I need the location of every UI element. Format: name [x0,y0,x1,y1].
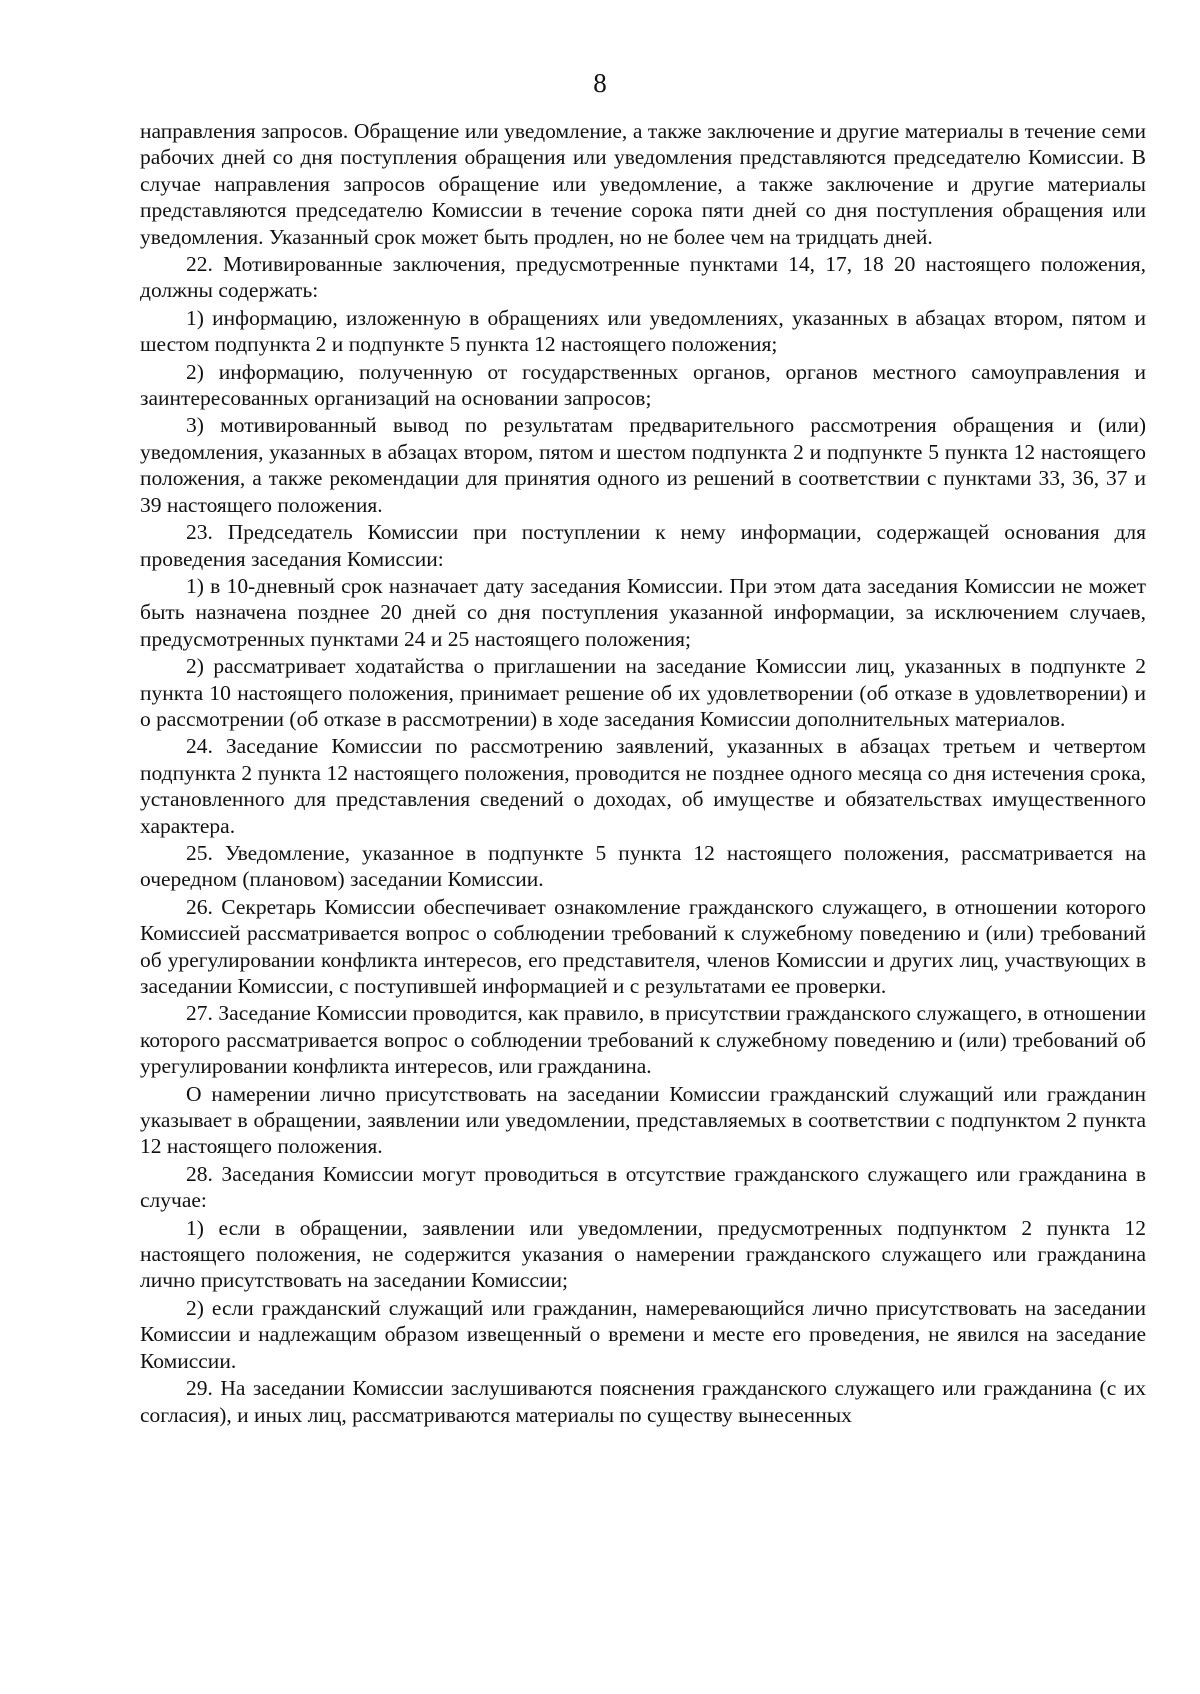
paragraph-22-item-3: 3) мотивированный вывод по результатам предварительного рассмотрения обращения и (или) уведомления, указанных в абзацах втором, пятом и шестом подпункта 2 и подпункте 5 пункта 12 настоящего положения, а также рекомендации для принятия одного из решений в соответствии с пунктами 33, 36, 37 и 39 настоящего положения. [140,413,1146,517]
paragraph-26: 26. Секретарь Комиссии обеспечивает ознакомление гражданского служащего, в отношении которого Комиссией рассматривается вопрос о соблюдении требований к служебному поведению и (или) требований об урегулировании конфликта интересов, его представителя, членов Комиссии и других лиц, участвующих в заседании Комиссии, с поступившей информацией и с результатами ее проверки. [140,894,1146,998]
paragraph-28: 28. Заседания Комиссии могут проводиться в отсутствие гражданского служащего или гражданина в случае: [140,1161,1146,1213]
paragraph-27-intent-note: О намерении лично присутствовать на заседании Комиссии гражданский служащий или гражданин указывает в обращении, заявлении или уведомлении, представляемых в соответствии с подпунктом 2 пункта 12 настоящего положения. [140,1081,1146,1159]
paragraph-22: 22. Мотивированные заключения, предусмотренные пунктами 14, 17, 18 20 настоящего положения, должны содержать: [140,252,1146,303]
paragraph-21-continuation: направления запросов. Обращение или уведомление, а также заключение и другие материалы в течение семи рабочих дней со дня поступления обращения или уведомления представляются председателю Комиссии. В случае направления запросов обращение или уведомление, а также заключение и другие материалы представляются председателю Комиссии в течение сорока пяти дней со дня поступления обращения или уведомления. Указанный срок может быть продлен, но не более чем на тридцать дней. [140,119,1146,249]
paragraph-22-item-2: 2) информацию, полученную от государственных органов, органов местного самоуправления и заинтересованных организаций на основании запросов; [140,359,1146,411]
paragraph-25: 25. Уведомление, указанное в подпункте 5 пункта 12 настоящего положения, рассматривается на очередном (плановом) заседании Комиссии. [140,840,1146,892]
paragraph-22-item-1: 1) информацию, изложенную в обращениях или уведомлениях, указанных в абзацах втором, пятом и шестом подпункта 2 и подпункте 5 пункта 12 настоящего положения; [140,305,1146,357]
document-body [140,118,1146,1429]
paragraph-24: 24. Заседание Комиссии по рассмотрению заявлений, указанных в абзацах третьем и четвертом подпункта 2 пункта 12 настоящего положения, проводится не позднее одного месяца со дня истечения срока, установленного для представления сведений о доходах, об имуществе и обязательствах имущественного характера. [140,734,1146,838]
paragraph-23: 23. Председатель Комиссии при поступлении к нему информации, содержащей основания для проведения заседания Комиссии: [140,520,1146,571]
paragraph-23-item-2: 2) рассматривает ходатайства о приглашении на заседание Комиссии лиц, указанных в подпункте 2 пункта 10 настоящего положения, принимает решение об их удовлетворении (об отказе в удовлетворении) и о рассмотрении (об отказе в рассмотрении) в ходе заседания Комиссии дополнительных материалов. [140,654,1146,731]
paragraph-28-item-2: 2) если гражданский служащий или гражданин, намеревающийся лично присутствовать на заседании Комиссии и надлежащим образом извещенный о времени и месте его проведения, не явился на заседание Комиссии. [140,1295,1146,1373]
page-number: 8 [593,68,607,98]
paragraph-28-item-1: 1) если в обращении, заявлении или уведомлении, предусмотренных подпунктом 2 пункта 12 настоящего положения, не содержится указания о намерении гражданского служащего или гражданина лично присутствовать на заседании Комиссии; [140,1215,1146,1293]
paragraph-27: 27. Заседание Комиссии проводится, как правило, в присутствии гражданского служащего, в отношении которого рассматривается вопрос о соблюдении требований к служебному поведению и (или) требований об урегулировании конфликта интересов, или гражданина. [140,1001,1146,1079]
paragraph-29: 29. На заседании Комиссии заслушиваются пояснения гражданского служащего или гражданина (с их согласия), и иных лиц, рассматриваются материалы по существу вынесенных [140,1376,1146,1427]
paragraph-23-item-1: 1) в 10-дневный срок назначает дату заседания Комиссии. При этом дата заседания Комиссии не может быть назначена позднее 20 дней со дня поступления указанной информации, за исключением случаев, предусмотренных пунктами 24 и 25 настоящего положения; [140,573,1146,651]
